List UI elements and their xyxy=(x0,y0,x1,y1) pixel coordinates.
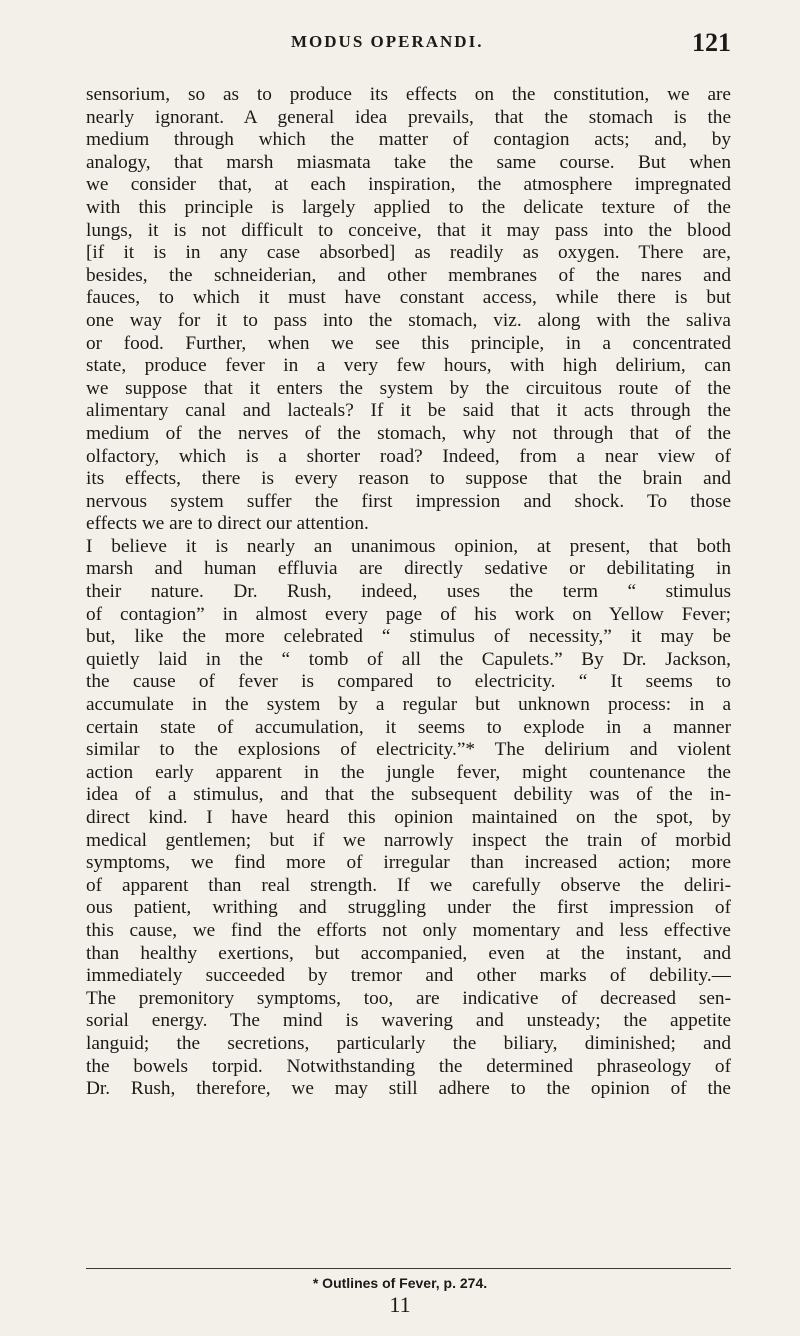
text-line: with this principle is largely applied to the delicate texture of the xyxy=(86,196,731,218)
text-line: accumulate in the system by a regular but unknown process: in a xyxy=(86,694,731,716)
text-line: medium of the nerves of the stomach, why not through that of the xyxy=(86,422,731,444)
text-line: immediately succeeded by tremor and other marks of debility.— xyxy=(86,965,731,987)
text-line: of contagion” in almost every page of his work on Yellow Fever; xyxy=(86,603,731,625)
text-line: direct kind. I have heard this opinion maintained on the spot, by xyxy=(86,807,731,828)
text-line: ous patient, writhing and struggling under the first impression of xyxy=(86,897,731,919)
text-line: nervous system suffer the first impression and shock. To those xyxy=(86,490,731,512)
page-number: 121 xyxy=(692,28,731,57)
text-line: besides, the schneiderian, and other membranes of the nares and xyxy=(86,264,731,286)
text-line: I believe it is nearly an unanimous opinion, at present, that both xyxy=(86,535,731,557)
text-line: olfactory, which is a shorter road? Indeed, from a near view of xyxy=(86,445,731,467)
text-line: lungs, it is not difficult to conceive, that it may pass into the blood xyxy=(86,219,731,241)
text-line: sensorium, so as to produce its effects on the constitution, we are xyxy=(86,84,731,105)
text-line: alimentary canal and lacteals? If it be said that it acts through the xyxy=(86,400,731,422)
text-line: the cause of fever is compared to electricity. “ It seems to xyxy=(86,671,731,693)
text-line: action early apparent in the jungle fever, might countenance the xyxy=(86,761,731,783)
text-line: we consider that, at each inspiration, the atmosphere impregnated xyxy=(86,174,731,196)
text-line: fauces, to which it must have constant access, while there is but xyxy=(86,287,731,309)
running-title: MODUS OPERANDI. xyxy=(291,32,484,51)
text-line: certain state of accumulation, it seems to explode in a manner xyxy=(86,716,731,738)
signature-mark: 11 xyxy=(389,1292,411,1317)
text-line: symptoms, we find more of irregular than increased action; more xyxy=(86,852,731,874)
text-line: one way for it to pass into the stomach, viz. along with the saliva xyxy=(86,309,731,331)
text-line: their nature. Dr. Rush, indeed, uses the term “ stimulus xyxy=(86,581,731,603)
text-line: this cause, we find the efforts not only momentary and less effective xyxy=(86,919,731,941)
text-line: the bowels torpid. Notwithstanding the determined phraseology of xyxy=(86,1055,731,1077)
text-line: idea of a stimulus, and that the subsequent debility was of the in- xyxy=(86,784,731,806)
text-line: similar to the explosions of electricity.”* The delirium and violent xyxy=(86,739,731,761)
text-line: [if it is in any case absorbed] as readily as oxygen. There are, xyxy=(86,242,731,264)
text-line: medium through which the matter of contagion acts; and, by xyxy=(86,129,731,151)
text-line: or food. Further, when we see this principle, in a concentrated xyxy=(86,332,731,354)
text-line: but, like the more celebrated “ stimulus of necessity,” it may be xyxy=(86,626,731,648)
footnote-divider xyxy=(86,1268,731,1269)
text-line: Dr. Rush, therefore, we may still adhere to the opinion of the xyxy=(86,1078,731,1100)
text-line: marsh and human effluvia are directly sedative or debilitating in xyxy=(86,558,731,580)
text-line: languid; the secretions, particularly the biliary, diminished; and xyxy=(86,1032,731,1054)
running-head xyxy=(86,28,731,62)
text-line: sorial energy. The mind is wavering and unsteady; the appetite xyxy=(86,1010,731,1032)
text-line: we suppose that it enters the system by the circuitous route of the xyxy=(86,377,731,399)
text-line: than healthy exertions, but accompanied, even at the instant, and xyxy=(86,942,731,964)
footnote: * Outlines of Fever, p. 274. xyxy=(312,1275,488,1291)
text-line: its effects, there is every reason to suppose that the brain and xyxy=(86,468,731,490)
text-line: state, produce fever in a very few hours, with high delirium, can xyxy=(86,355,731,377)
text-line: effects we are to direct our attention. xyxy=(86,513,369,535)
text-line: of apparent than real strength. If we carefully observe the deliri- xyxy=(86,874,731,896)
text-line: analogy, that marsh miasmata take the same course. But when xyxy=(86,151,731,173)
text-line: nearly ignorant. A general idea prevails, that the stomach is the xyxy=(86,106,731,128)
body-text xyxy=(86,84,731,1101)
text-line: medical gentlemen; but if we narrowly inspect the train of morbid xyxy=(86,829,731,851)
text-line: quietly laid in the “ tomb of all the Capulets.” By Dr. Jackson, xyxy=(86,648,731,670)
text-line: The premonitory symptoms, too, are indicative of decreased sen- xyxy=(86,987,731,1009)
